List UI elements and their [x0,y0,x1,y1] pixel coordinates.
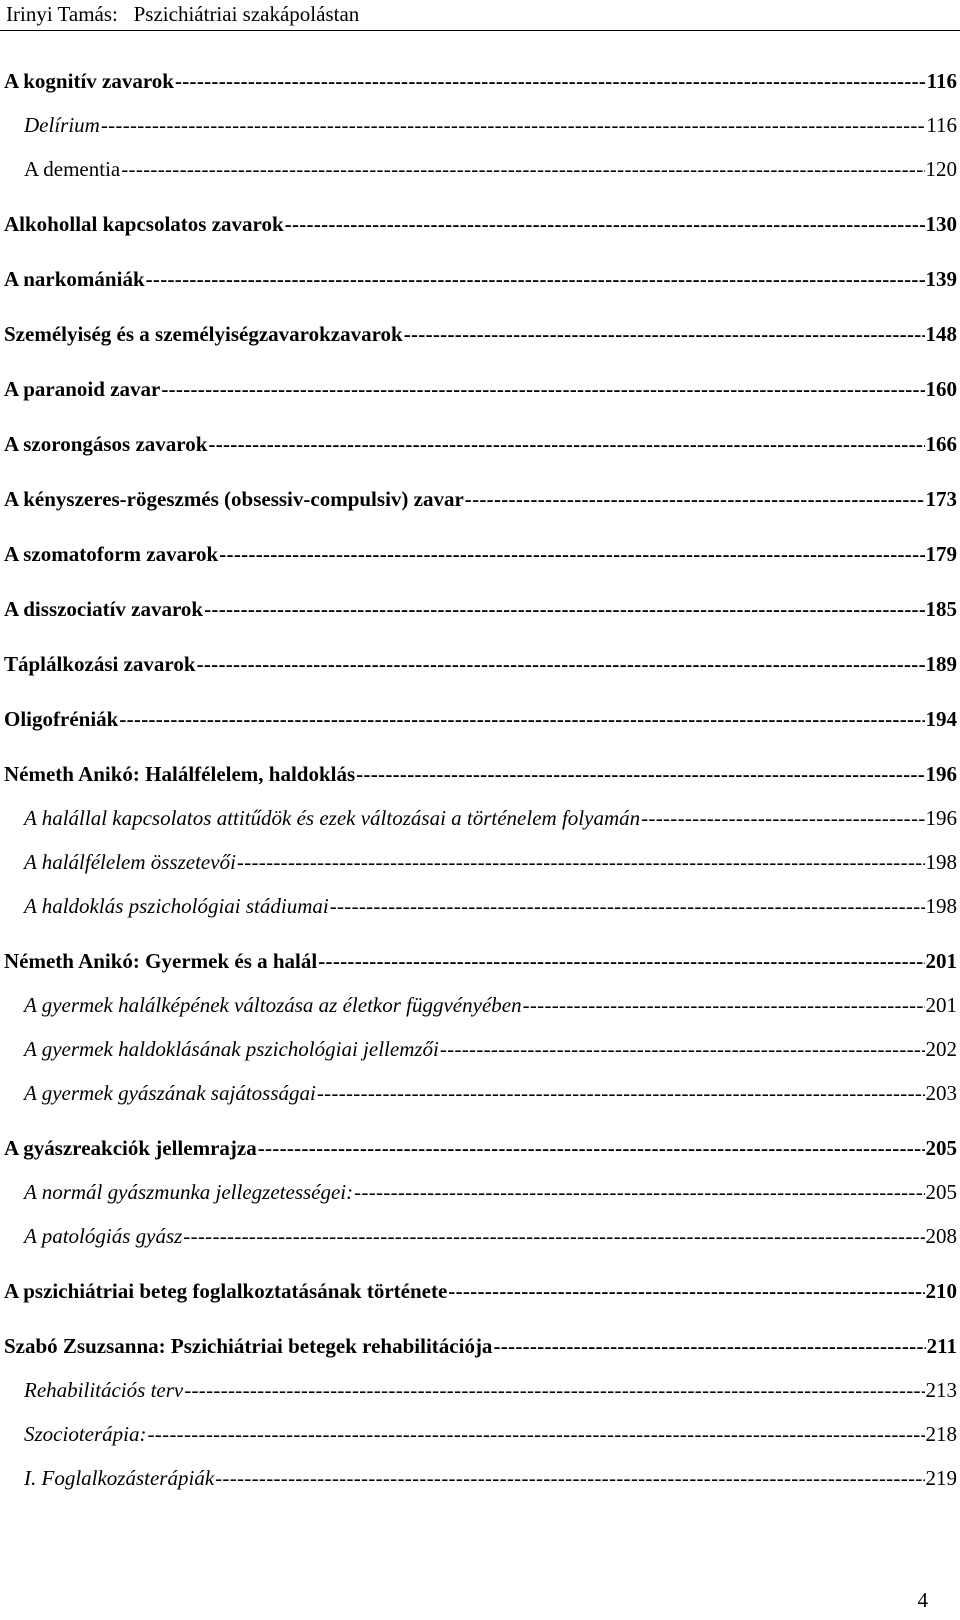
toc-entry[interactable] [4,264,957,294]
toc-entry-page: 116 [926,113,957,137]
toc-entry-title: A halálfélelem összetevői [24,850,236,874]
toc-entry[interactable] [24,803,957,833]
toc-entry[interactable] [4,759,957,789]
toc-entry-page: 179 [925,542,957,566]
toc-entry-page: 208 [925,1224,957,1248]
toc-entry-title: Szabó Zsuzsanna: Pszichiátriai betegek rehabilitációja [4,1334,493,1358]
dot-leader [237,847,925,877]
toc-entry-title: A normál gyászmunka jellegzetességei: [24,1180,354,1204]
dot-leader [204,594,924,624]
dot-leader [317,1078,925,1108]
toc-entry-page: 198 [925,894,957,918]
toc-entry-page: 166 [925,432,957,456]
dot-leader [215,1463,924,1493]
toc-entry-page: 218 [925,1422,957,1446]
toc-entry-title: A paranoid zavar [4,377,161,401]
dot-leader [448,1276,924,1306]
toc-entry-page: 201 [925,993,957,1017]
toc-entry-page: 130 [925,212,957,236]
toc-entry-title: A pszichiátriai beteg foglalkoztatásának története [4,1279,448,1303]
toc-entry-page: 205 [925,1136,957,1160]
toc-entry[interactable] [4,594,957,624]
toc-entry-title: Szocioterápia: [24,1422,147,1446]
toc-entry-page: 198 [925,850,957,874]
toc-entry-title: A haldoklás pszichológiai stádiumai [24,894,329,918]
toc-entry[interactable] [4,1133,957,1163]
toc-entry-page: 203 [925,1081,957,1105]
dot-leader [641,803,924,833]
toc-entry-title: Németh Anikó: Halálfélelem, haldoklás [4,762,356,786]
dot-leader [493,1331,925,1361]
toc-entry[interactable] [24,1419,957,1449]
running-header [6,2,359,27]
toc-entry-title: A szorongásos zavarok [4,432,208,456]
toc-entry-page: 189 [925,652,957,676]
toc-entry[interactable] [4,429,957,459]
dot-leader [184,1375,924,1405]
dot-leader [354,1177,924,1207]
toc-entry[interactable] [24,1463,957,1493]
toc-entry[interactable] [24,847,957,877]
toc-entry-title: A disszociatív zavarok [4,597,204,621]
toc-entry[interactable] [4,1276,957,1306]
toc-entry[interactable] [24,1034,957,1064]
toc-entry-title: A gyászreakciók jellemrajza [4,1136,257,1160]
dot-leader [146,264,925,294]
toc-entry-page: 205 [925,1180,957,1204]
toc-entry-title: A patológiás gyász [24,1224,183,1248]
toc-entry-title: A kognitív zavarok [4,69,174,93]
toc-entry-title: A dementia [24,157,121,181]
dot-leader [197,649,925,679]
header-title: Pszichiátriai szakápolástan [133,2,360,26]
toc-entry-page: 194 [925,707,957,731]
toc-entry-page: 196 [925,806,957,830]
dot-leader [285,209,925,239]
toc-entry-page: 139 [925,267,957,291]
toc-entry-title: A gyermek halálképének változása az életkor függvényében [24,993,522,1017]
toc-entry[interactable] [4,374,957,404]
toc-entry[interactable] [4,209,957,239]
toc-entry-title: Németh Anikó: Gyermek és a halál [4,949,318,973]
toc-entry[interactable] [24,1375,957,1405]
dot-leader [183,1221,924,1251]
toc-entry[interactable] [24,110,957,140]
dot-leader [101,110,925,140]
dot-leader [121,154,924,184]
toc-entry[interactable] [4,1331,957,1361]
toc-entry-page: 219 [925,1466,957,1490]
toc-entry-title: A szomatoform zavarok [4,542,219,566]
toc-entry[interactable] [24,1221,957,1251]
toc-entry-page: 160 [925,377,957,401]
toc-entry-page: 116 [926,69,957,93]
dot-leader [161,374,924,404]
toc-entry-title: Alkohollal kapcsolatos zavarok [4,212,284,236]
toc-entry[interactable] [4,66,957,96]
toc-entry-page: 196 [925,762,957,786]
toc-entry-page: 211 [926,1334,957,1358]
header-author: Irinyi Tamás: [6,2,118,26]
toc-entry-title: Delírium [24,113,100,137]
toc-entry-page: 120 [925,157,957,181]
dot-leader [258,1133,925,1163]
dot-leader [147,1419,924,1449]
toc-entry-page: 185 [925,597,957,621]
toc-entry-page: 173 [925,487,957,511]
dot-leader [356,759,924,789]
toc-entry-page: 210 [925,1279,957,1303]
toc-entry-title: I. Foglalkozásterápiák [24,1466,215,1490]
toc-entry-title: Táplálkozási zavarok [4,652,196,676]
toc-entry-title: Rehabilitációs terv [24,1378,184,1402]
page-number: 4 [917,1588,928,1612]
toc-entry[interactable] [4,319,957,349]
toc-entry[interactable] [24,1078,957,1108]
dot-leader [404,319,925,349]
toc-entry[interactable] [24,154,957,184]
dot-leader [175,66,926,96]
toc-entry-page: 201 [925,949,957,973]
dot-leader [465,484,925,514]
toc-entry-title: A halállal kapcsolatos attitűdök és ezek változásai a történelem folyamán [24,806,641,830]
toc-entry-title: Személyiség és a személyiségzavarokzavarok [4,322,403,346]
dot-leader [208,429,924,459]
dot-leader [440,1034,925,1064]
dot-leader [330,891,925,921]
toc-entry-title: Oligofréniák [4,707,119,731]
toc-entry[interactable] [24,891,957,921]
toc-entry[interactable] [4,649,957,679]
toc-entry-title: A gyermek haldoklásának pszichológiai jellemzői [24,1037,439,1061]
toc-entry-title: A gyermek gyászának sajátosságai [24,1081,316,1105]
toc-entry[interactable] [4,539,957,569]
dot-leader [119,704,924,734]
toc-entry[interactable] [4,946,957,976]
toc-entry-title: A narkomániák [4,267,145,291]
toc-entry[interactable] [24,1177,957,1207]
header-rule [0,30,960,31]
toc-entry-page: 213 [925,1378,957,1402]
toc-entry[interactable] [4,484,957,514]
dot-leader [523,990,925,1020]
dot-leader [318,946,924,976]
toc-entry[interactable] [4,704,957,734]
toc-entry-page: 202 [925,1037,957,1061]
toc-entry-title: A kényszeres-rögeszmés (obsessiv-compulsiv) zavar [4,487,464,511]
dot-leader [219,539,924,569]
toc-entry[interactable] [24,990,957,1020]
toc-entry-page: 148 [925,322,957,346]
